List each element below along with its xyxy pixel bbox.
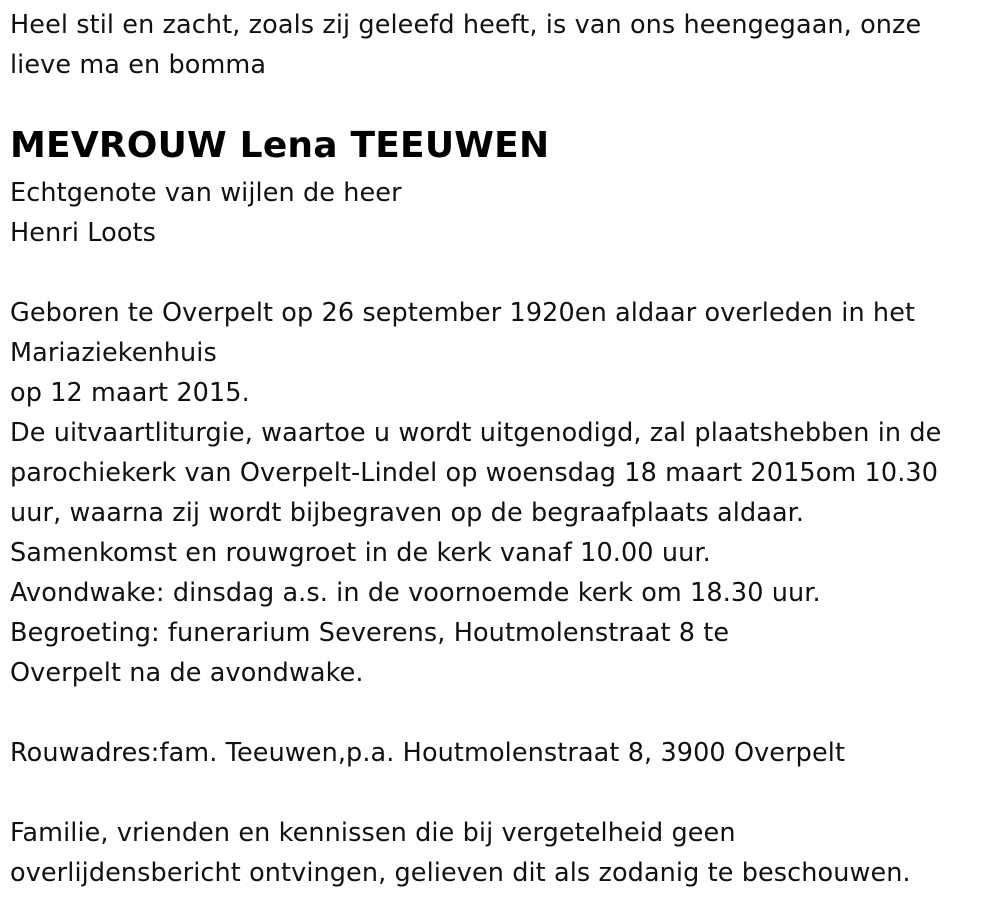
spouse-line: Henri Loots [10, 218, 157, 248]
address-line: Rouwadres:fam. Teeuwen,p.a. Houtmolenstraat 8, 3900 Overpelt [10, 738, 846, 768]
details-line: De uitvaartliturgie, waartoe u wordt uitgenodigd, zal plaatshebben in de [10, 418, 942, 448]
intro-line: Heel stil en zacht, zoals zij geleefd heeft, is van ons heengegaan, onze [10, 10, 922, 40]
intro-line: lieve ma en bomma [10, 50, 267, 80]
mourning-address [10, 733, 845, 773]
details-line: op 12 maart 2015. [10, 378, 250, 408]
details-line: Mariaziekenhuis [10, 338, 217, 368]
details-line: uur, waarna zij wordt bijbegraven op de begraafplaats aldaar. [10, 498, 805, 528]
details-line: parochiekerk van Overpelt-Lindel op woensdag 18 maart 2015om 10.30 [10, 458, 939, 488]
family-note-paragraph [10, 813, 911, 893]
family-note-line: overlijdensbericht ontvingen, gelieven dit als zodanig te beschouwen. [10, 858, 911, 888]
spouse-paragraph [10, 173, 402, 253]
intro-paragraph [10, 5, 921, 85]
details-line: Geboren te Overpelt op 26 september 1920en aldaar overleden in het [10, 298, 916, 328]
family-note-line: Familie, vrienden en kennissen die bij vergetelheid geen [10, 818, 736, 848]
details-paragraph [10, 293, 941, 693]
details-line: Begroeting: funerarium Severens, Houtmolenstraat 8 te [10, 618, 730, 648]
details-line: Samenkomst en rouwgroet in de kerk vanaf 10.00 uur. [10, 538, 711, 568]
details-line: Overpelt na de avondwake. [10, 658, 364, 688]
spouse-line: Echtgenote van wijlen de heer [10, 178, 402, 208]
details-line: Avondwake: dinsdag a.s. in de voornoemde kerk om 18.30 uur. [10, 578, 821, 608]
deceased-name: MEVROUW Lena TEEUWEN [10, 125, 550, 166]
